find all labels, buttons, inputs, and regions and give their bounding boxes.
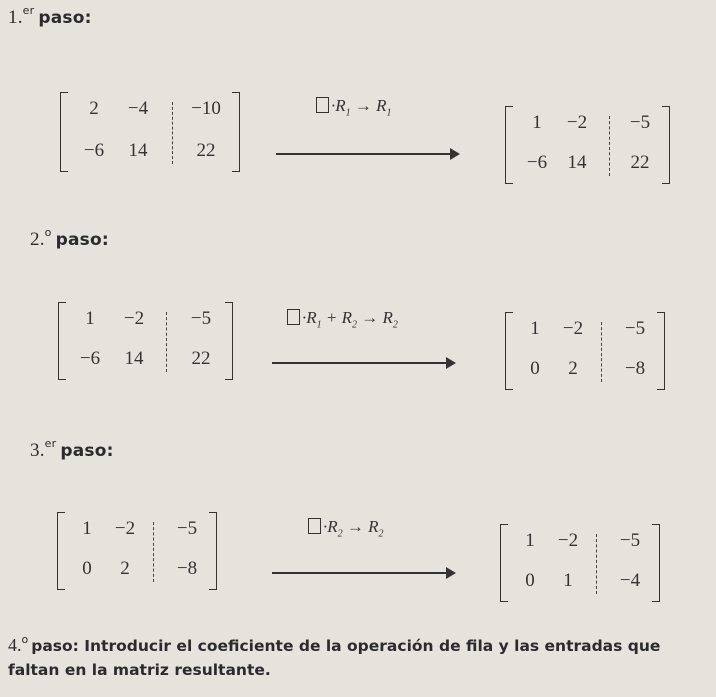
step-1-text: paso: (38, 8, 92, 28)
step-4-number: 4. (8, 635, 22, 655)
matrix-cell: 0 (525, 570, 535, 591)
step-1-ordinal: er (22, 4, 35, 17)
matrix-cell: −2 (123, 308, 145, 329)
right-bracket (662, 106, 670, 184)
step-2-text: paso: (55, 230, 109, 250)
step-1-label (8, 4, 92, 29)
matrix-cell: −2 (562, 318, 584, 339)
left-bracket (500, 524, 508, 602)
matrix-cell: 22 (630, 152, 650, 173)
matrix-cell: 2 (89, 98, 99, 119)
matrix-cell: −5 (624, 318, 646, 339)
matrix-cell: 0 (530, 358, 540, 379)
coefficient-input-box[interactable] (287, 309, 300, 325)
step-4-text: paso: Introducir el coeficiente de la operación de fila y las entradas que faltan en la matriz resultante. (8, 637, 661, 679)
matrix-cell: −8 (624, 358, 646, 379)
augmented-divider (601, 322, 602, 382)
matrix-cell: −6 (526, 152, 548, 173)
op-text: → R (357, 308, 393, 327)
op-text: → R (350, 96, 387, 115)
matrix-cell: −10 (191, 98, 221, 119)
matrix-cell: −5 (190, 308, 212, 329)
matrix-cell: 0 (82, 558, 92, 579)
step-2-label (30, 226, 109, 251)
matrix-cell: −4 (619, 570, 641, 591)
step-2-result-matrix (505, 312, 665, 390)
left-bracket (57, 512, 65, 590)
matrix-cell: −6 (79, 348, 101, 369)
matrix-cell: −8 (176, 558, 198, 579)
matrix-cell: −6 (83, 140, 105, 161)
step-1-number: 1. (8, 7, 23, 28)
matrix-cell: −5 (619, 530, 641, 551)
step-2-ordinal: o (44, 226, 52, 239)
matrix-cell: −2 (557, 530, 579, 551)
matrix-cell: −2 (114, 518, 136, 539)
left-bracket (60, 92, 68, 172)
left-bracket (505, 312, 513, 390)
op-subscript: 1 (345, 107, 351, 119)
op-text: ·R (323, 517, 338, 536)
augmented-divider (153, 522, 154, 582)
step-1-source-matrix (60, 92, 240, 172)
step-4-instructions (8, 628, 708, 682)
coefficient-input-box[interactable] (316, 97, 329, 113)
matrix-cell: 14 (567, 152, 587, 173)
arrow-icon (272, 362, 454, 364)
matrix-cell: 1 (85, 308, 95, 329)
augmented-divider (596, 534, 597, 594)
step-2-source-matrix (58, 302, 233, 380)
step-3-text: paso: (60, 441, 114, 461)
op-text: ·R (302, 308, 317, 327)
right-bracket (209, 512, 217, 590)
op-subscript: 1 (316, 319, 322, 331)
matrix-cell: −5 (629, 112, 651, 133)
matrix-cell: −4 (127, 98, 149, 119)
right-bracket (657, 312, 665, 390)
op-subscript: 2 (378, 528, 384, 540)
matrix-cell: 1 (82, 518, 92, 539)
step-1-result-matrix (505, 106, 670, 184)
matrix-cell: −2 (566, 112, 588, 133)
matrix-cell: 1 (525, 530, 535, 551)
matrix-cell: 1 (563, 570, 573, 591)
arrow-icon (276, 153, 458, 155)
matrix-cell: 1 (532, 112, 542, 133)
matrix-cell: 14 (128, 140, 148, 161)
matrix-cell: 2 (568, 358, 578, 379)
right-bracket (232, 92, 240, 172)
step-3-number: 3. (30, 440, 45, 461)
op-text: ·R (331, 96, 346, 115)
step-3-source-matrix (57, 512, 217, 590)
op-subscript: 2 (337, 528, 343, 540)
matrix-cell: 22 (196, 140, 216, 161)
step-3-label (30, 437, 114, 462)
matrix-cell: 1 (530, 318, 540, 339)
op-subscript: 2 (352, 319, 357, 331)
augmented-divider (166, 312, 167, 372)
step-3-result-matrix (500, 524, 660, 602)
step-2-row-operation (287, 308, 398, 330)
matrix-cell: 22 (191, 348, 211, 369)
left-bracket (505, 106, 513, 184)
step-3-row-operation (308, 517, 384, 539)
step-1-row-operation (316, 96, 392, 118)
matrix-cell: −5 (176, 518, 198, 539)
op-text: → R (342, 517, 379, 536)
arrow-icon (272, 572, 454, 574)
step-2-number: 2. (30, 229, 45, 250)
matrix-cell: 14 (124, 348, 144, 369)
right-bracket (225, 302, 233, 380)
augmented-divider (609, 116, 610, 176)
op-text: + R (321, 308, 352, 327)
matrix-cell: 2 (120, 558, 130, 579)
augmented-divider (172, 102, 173, 164)
op-subscript: 2 (392, 319, 398, 331)
left-bracket (58, 302, 66, 380)
right-bracket (652, 524, 660, 602)
step-3-ordinal: er (44, 437, 57, 450)
coefficient-input-box[interactable] (308, 518, 321, 534)
step-4-ordinal: o (21, 633, 29, 646)
op-subscript: 1 (386, 107, 392, 119)
